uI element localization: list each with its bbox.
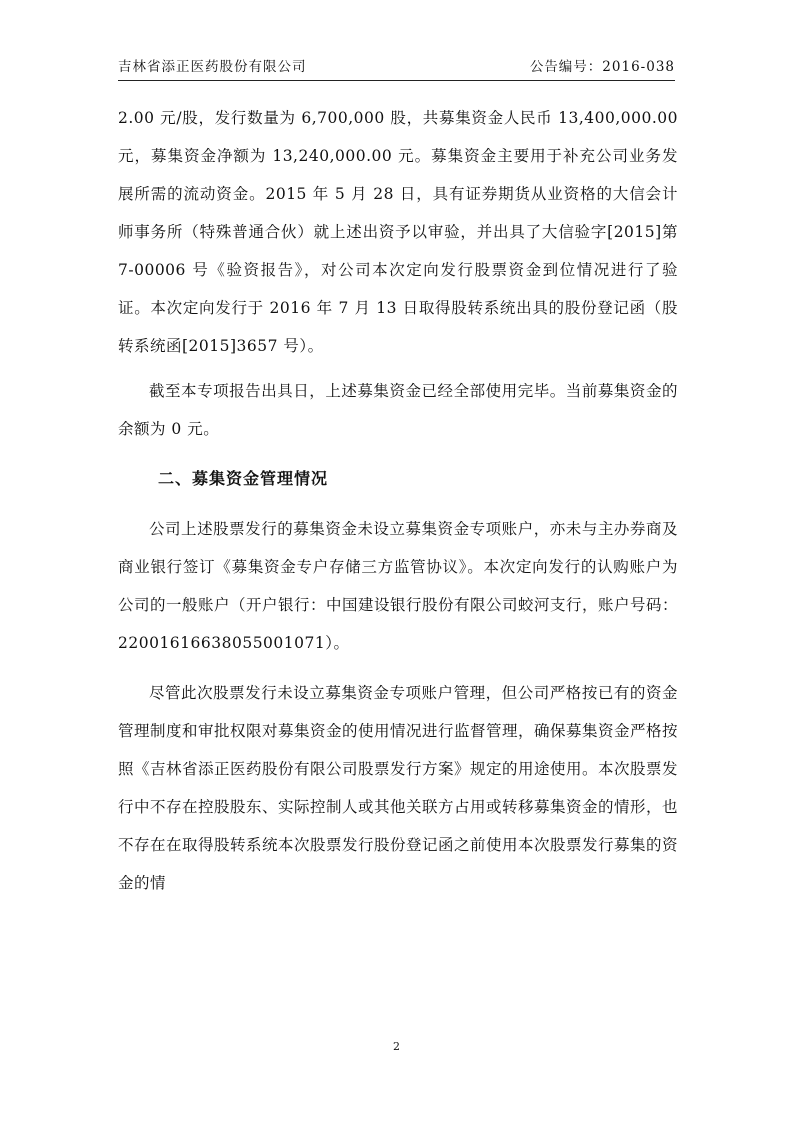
section-heading: 二、募集资金管理情况 — [158, 469, 329, 488]
page-number: 2 — [393, 1040, 400, 1053]
notice-number: 公告编号：2016-038 — [529, 59, 675, 75]
paragraph-balance: 截至本专项报告出具日，上述募集资金已经全部使用完毕。当前募集资金的余额为 0 元。 — [118, 382, 678, 438]
paragraph-offering-details: 2.00 元/股，发行数量为 6,700,000 股，共募集资金人民币 13,400,000.00元，募集资金净额为 13,240,000.00 元。募集资金主要用于补充公司业务发展所需的流动资金。2015 年 5 月 28 日，具有证券期货从业资格的大信会计师事务所（特殊普通合伙）就上述出资予以审验，并出具了大信验字[2015]第 7-00006 号《验资报告》，对公司本次定向发行股票资金到位情况进行了验证。本次定向发行于 2016 年 7 月 13 日取得股转系统出具的股份登记函（股转系统函[2015]3657 号）。 — [118, 109, 678, 355]
company-name: 吉林省添正医药股份有限公司 — [118, 59, 307, 75]
paragraph-management: 尽管此次股票发行未设立募集资金专项账户管理，但公司严格按已有的资金管理制度和审批权限对募集资金的使用情况进行监督管理，确保募集资金严格按照《吉林省添正医药股份有限公司股票发行方案》规定的用途使用。本次股票发行中不存在控股股东、实际控制人或其他关联方占用或转移募集资金的情形，也不存在在取得股转系统本次股票发行股份登记函之前使用本次股票发行募集的资金的情 — [118, 684, 679, 892]
page-header — [118, 55, 675, 81]
paragraph-account-info: 公司上述股票发行的募集资金未设立募集资金专项账户，亦未与主办券商及商业银行签订《募集资金专户存储三方监管协议》。本次定向发行的认购账户为公司的一般账户（开户银行：中国建设银行股份有限公司蛟河支行，账户号码：22001616638055001071）。 — [118, 520, 679, 652]
document-body — [118, 99, 678, 902]
header-divider — [118, 80, 675, 81]
